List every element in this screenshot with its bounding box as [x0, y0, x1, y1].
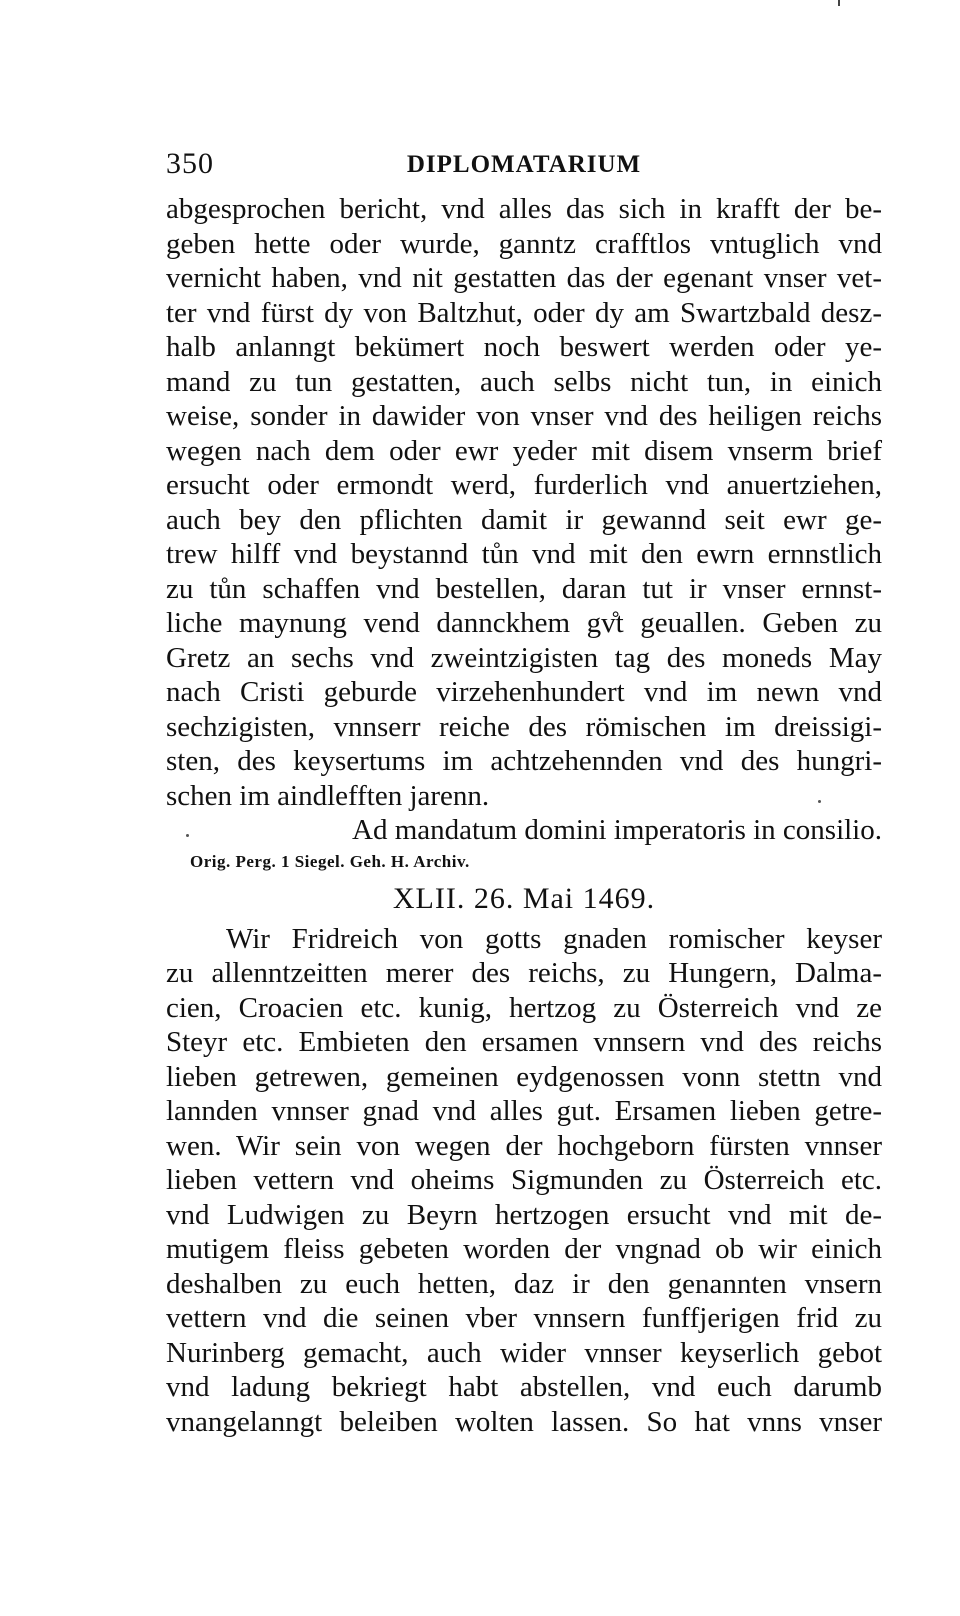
source-note: Orig. Perg. 1 Siegel. Geh. H. Archiv. [190, 851, 470, 871]
text-line: trew hilff vnd beystannd tůn vnd mit den ewrn ernnstlich [166, 538, 882, 570]
text-line: geben hette oder wurde, ganntz crafftlos vntuglich vnd [166, 227, 882, 260]
text-line: abgesprochen bericht, vnd alles das sich in krafft der be- [166, 193, 882, 225]
paragraph-1 [166, 192, 882, 813]
text-line: vernicht haben, vnd nit gestatten das der egenant vnser vet- [166, 262, 882, 294]
stray-dot [186, 834, 189, 837]
running-head-title: DIPLOMATARIUM [406, 151, 642, 178]
paragraph-2 [166, 922, 882, 1440]
stray-dot [818, 800, 821, 803]
text-line: liche maynung vend dannckhem gv̊t geuallen. Geben zu [166, 607, 882, 639]
text-line: lieben getrewen, gemeinen eydgenossen vonn stettn vnd [166, 1060, 882, 1093]
text-line: vnd Ludwigen zu Beyrn hertzogen ersucht vnd mit de- [166, 1198, 882, 1231]
mandate-line: Ad mandatum domini imperatoris in consilio. [352, 814, 882, 846]
text-line: weise, sonder in dawider von vnser vnd des heiligen reichs [166, 400, 882, 432]
text-line: nach Cristi geburde virzehenhundert vnd im newn vnd [166, 676, 882, 708]
text-line: Steyr etc. Embieten den ersamen vnnsern vnd des reichs [166, 1026, 882, 1058]
text-line: Wir Fridreich von gotts gnaden romischer keyser [226, 922, 882, 955]
text-line: mutigem fleiss gebeten worden der vngnad ob wir einich [166, 1233, 882, 1265]
corner-mark [838, 0, 840, 6]
text-line: vnangelanngt beleiben wolten lassen. So hat vnns vnser [166, 1405, 882, 1438]
text-line: cien, Croacien etc. kunig, hertzog zu Österreich vnd ze [166, 991, 882, 1024]
text-line: lieben vettern vnd oheims Sigmunden zu Österreich etc. [166, 1164, 882, 1196]
text-line: sechzigisten, vnnserr reiche des römischen im dreissigi- [166, 710, 882, 743]
text-line: Nurinberg gemacht, auch wider vnnser keyserlich gebot [166, 1336, 882, 1369]
body-text [166, 192, 882, 1439]
text-line: Gretz an sechs vnd zweintzigisten tag des moneds May [166, 641, 882, 674]
page-number: 350 [166, 147, 214, 180]
text-line: vnd ladung bekriegt habt abstellen, vnd euch darumb [166, 1371, 882, 1403]
text-line: auch bey den pflichten damit ir gewannd seit ewr ge- [166, 503, 882, 536]
text-line: schen im aindlefften jarenn. [166, 779, 490, 812]
text-line: zu tůn schaffen vnd bestellen, daran tut ir vnser ernnst- [166, 572, 882, 605]
text-line: sten, des keysertums im achtzehennden vnd des hungri- [166, 745, 882, 777]
running-head [166, 146, 882, 186]
text-line: wen. Wir sein von wegen der hochgeborn fürsten vnnser [166, 1129, 882, 1162]
text-line: halb anlanngt bekümert noch beswert werden oder ye- [166, 331, 882, 363]
text-line: ersucht oder ermondt werd, furderlich vnd anuertziehen, [166, 469, 882, 501]
text-line: deshalben zu euch hetten, daz ir den genannten vnsern [166, 1267, 882, 1300]
text-line: zu allenntzeitten merer des reichs, zu Hungern, Dalma- [166, 957, 882, 989]
text-line: vettern vnd die seinen vber vnnsern funffjerigen frid zu [166, 1302, 882, 1334]
text-line: ter vnd fürst dy von Baltzhut, oder dy am Swartzbald desz- [166, 296, 882, 329]
text-line: lannden vnnser gnad vnd alles gut. Ersamen lieben getre- [166, 1095, 882, 1127]
text-line: mand zu tun gestatten, auch selbs nicht tun, in einich [166, 365, 882, 398]
section-heading: XLII. 26. Mai 1469. [392, 881, 656, 915]
text-line: wegen nach dem oder ewr yeder mit disem vnserm brief [166, 434, 882, 467]
